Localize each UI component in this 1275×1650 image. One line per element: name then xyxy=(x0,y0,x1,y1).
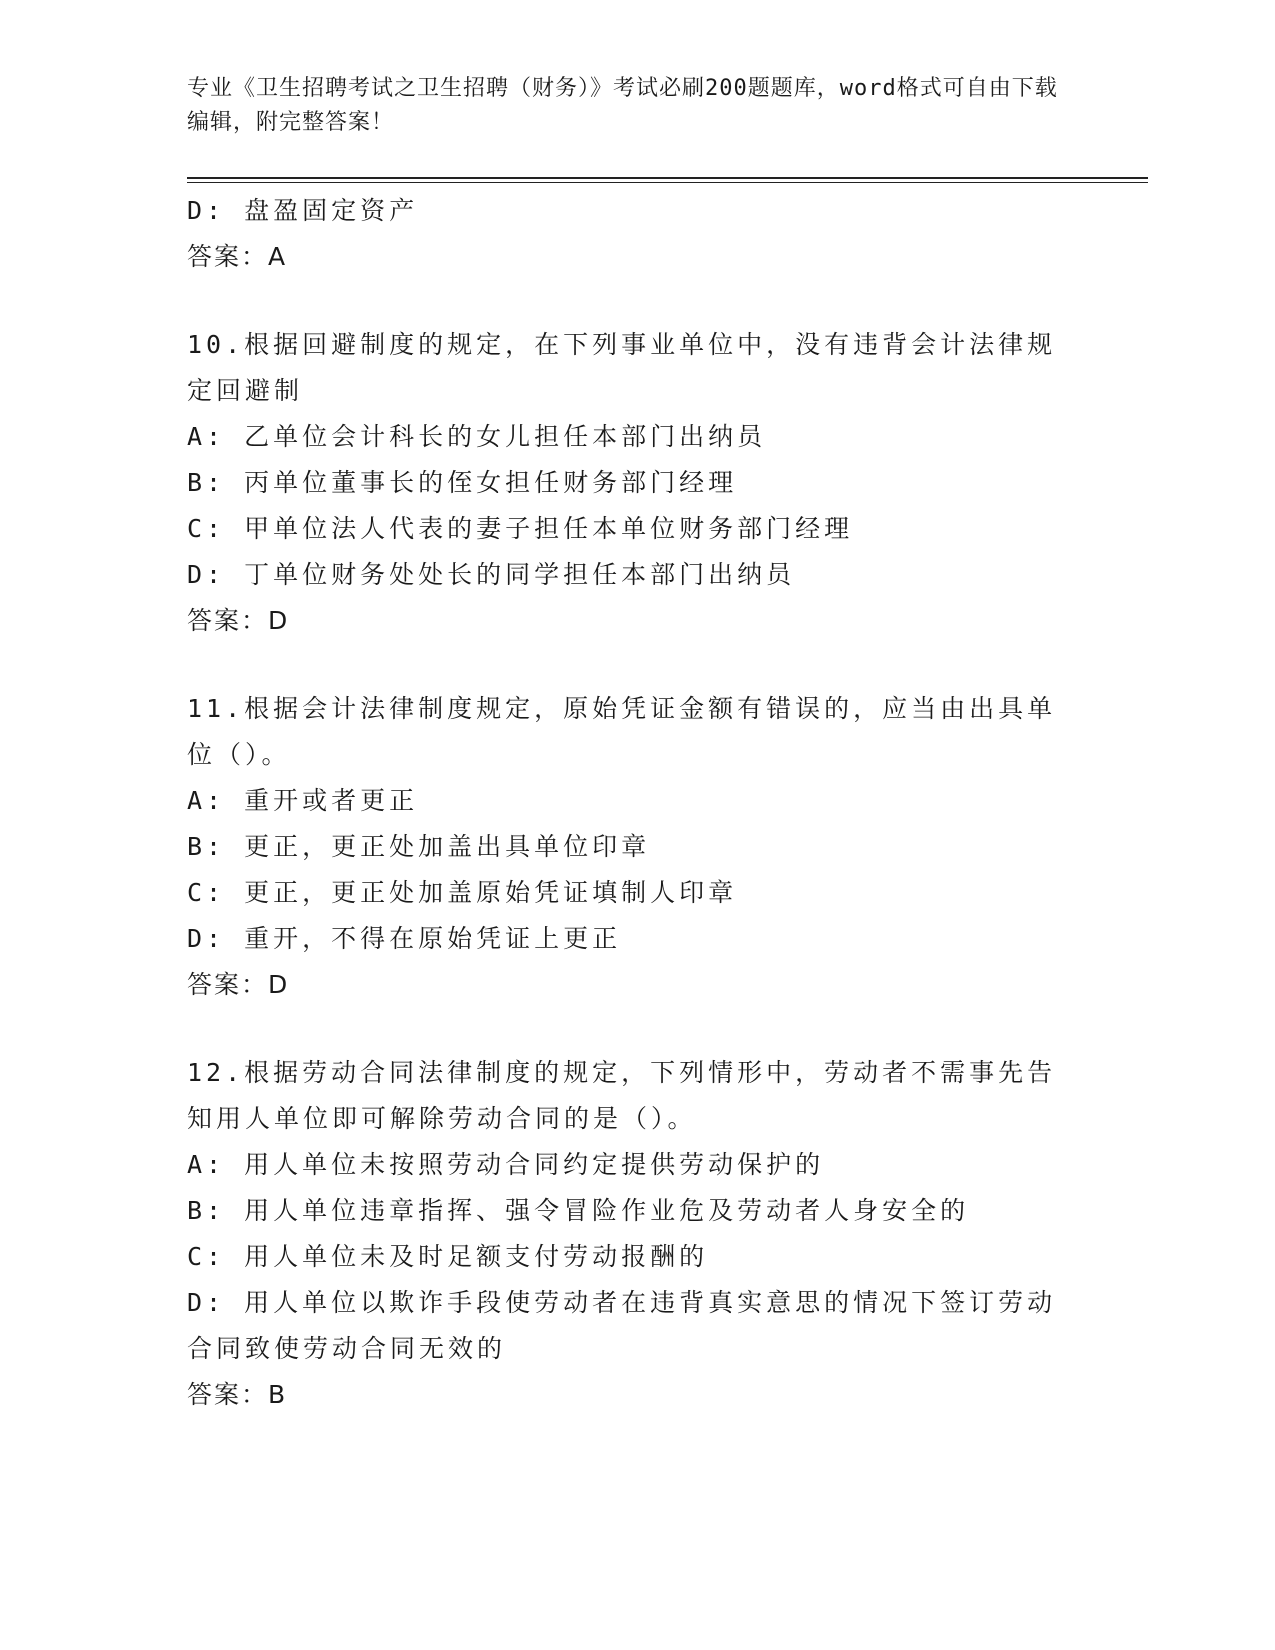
option-label: A: xyxy=(187,786,226,815)
option-text: 更正，更正处加盖原始凭证填制人印章 xyxy=(244,878,738,907)
answer-line: 答案：A xyxy=(187,242,288,271)
option-label: D: xyxy=(187,560,226,589)
option-label: C: xyxy=(187,878,226,907)
header-divider-thick xyxy=(187,177,1148,179)
option-c xyxy=(187,506,1087,552)
option-text: 盘盈固定资产 xyxy=(244,196,419,225)
document-header: 专业《卫生招聘考试之卫生招聘（财务）》考试必刷200题题库，word格式可自由下载编辑，附完整答案！ xyxy=(187,76,1058,135)
question-stem: 10.根据回避制度的规定，在下列事业单位中，没有违背会计法律规定回避制 xyxy=(187,330,1057,405)
option-c xyxy=(187,1234,1087,1280)
question-stem: 12.根据劳动合同法律制度的规定，下列情形中，劳动者不需事先告知用人单位即可解除劳动合同的是（）。 xyxy=(187,1058,1057,1133)
question-stem: 11.根据会计法律制度规定，原始凭证金额有错误的，应当由出具单位（）。 xyxy=(187,694,1057,769)
option-text: 重开或者更正 xyxy=(244,786,419,815)
answer-line: 答案：B xyxy=(187,1380,288,1409)
option-text: 重开，不得在原始凭证上更正 xyxy=(244,924,622,953)
answer-line: 答案：D xyxy=(187,606,290,635)
option-b xyxy=(187,824,1087,870)
option-d xyxy=(187,188,1087,234)
question-block xyxy=(187,686,1087,1008)
question-block xyxy=(187,1050,1087,1418)
option-text: 丁单位财务处处长的同学担任本部门出纳员 xyxy=(244,560,796,589)
option-a xyxy=(187,1142,1087,1188)
option-d xyxy=(187,552,1087,598)
question-block xyxy=(187,322,1087,644)
option-label: A: xyxy=(187,1150,226,1179)
option-label: C: xyxy=(187,1242,226,1271)
option-label: D: xyxy=(187,924,226,953)
option-label: D: xyxy=(187,1288,226,1317)
option-b xyxy=(187,1188,1087,1234)
option-label: B: xyxy=(187,1196,226,1225)
option-label: C: xyxy=(187,514,226,543)
question-list xyxy=(187,188,1087,1418)
option-label: B: xyxy=(187,832,226,861)
option-d xyxy=(187,1280,1067,1372)
option-label: A: xyxy=(187,422,226,451)
option-text: 用人单位违章指挥、强令冒险作业危及劳动者人身安全的 xyxy=(244,1196,970,1225)
option-text: 乙单位会计科长的女儿担任本部门出纳员 xyxy=(244,422,767,451)
question-block xyxy=(187,188,1087,280)
option-a xyxy=(187,414,1087,460)
option-text: 用人单位以欺诈手段使劳动者在违背真实意思的情况下签订劳动合同致使劳动合同无效的 xyxy=(187,1288,1057,1363)
option-label: B: xyxy=(187,468,226,497)
option-d xyxy=(187,916,1087,962)
option-label: D: xyxy=(187,196,226,225)
option-text: 用人单位未按照劳动合同约定提供劳动保护的 xyxy=(244,1150,825,1179)
option-a xyxy=(187,778,1087,824)
option-text: 更正，更正处加盖出具单位印章 xyxy=(244,832,651,861)
header-divider-thin xyxy=(187,182,1148,183)
option-c xyxy=(187,870,1087,916)
option-text: 甲单位法人代表的妻子担任本单位财务部门经理 xyxy=(244,514,854,543)
option-text: 用人单位未及时足额支付劳动报酬的 xyxy=(244,1242,709,1271)
answer-line: 答案：D xyxy=(187,970,290,999)
option-b xyxy=(187,460,1087,506)
option-text: 丙单位董事长的侄女担任财务部门经理 xyxy=(244,468,738,497)
